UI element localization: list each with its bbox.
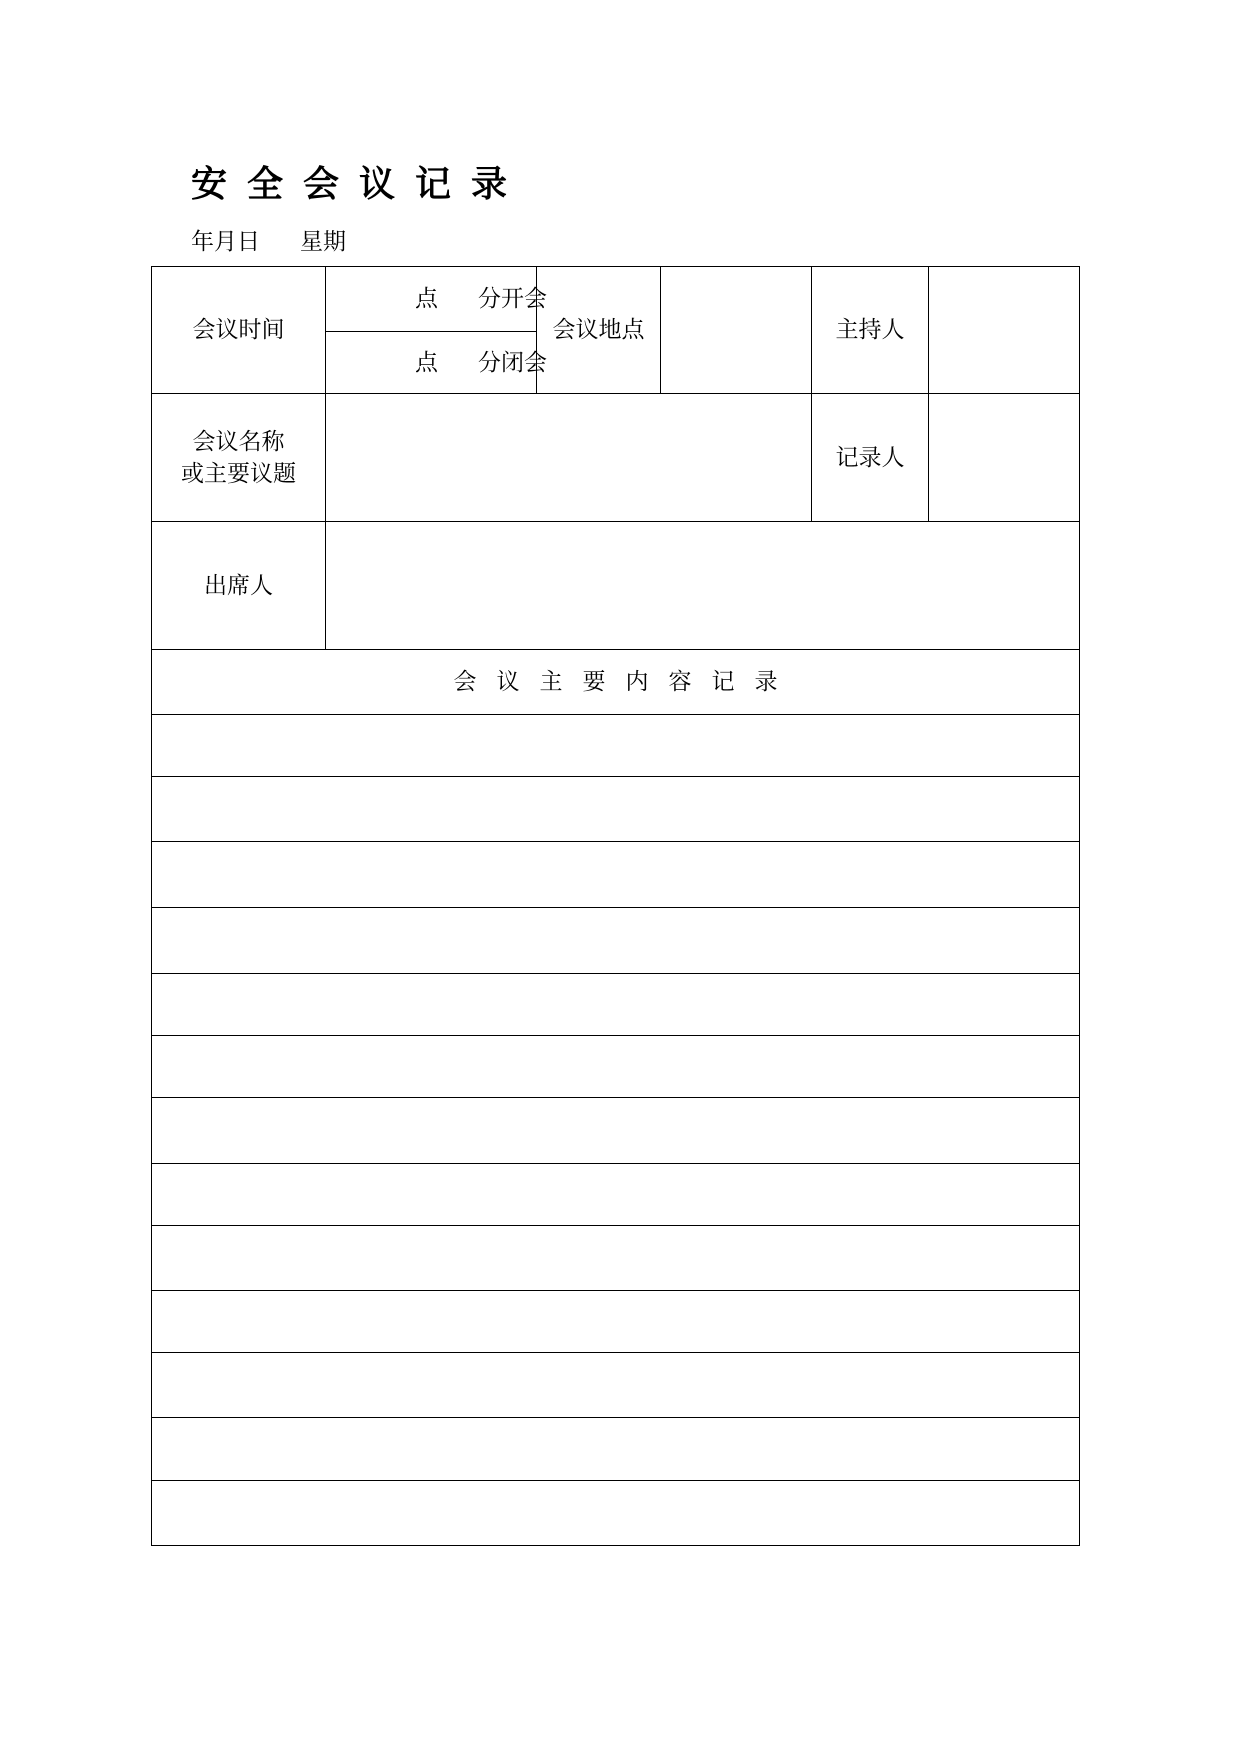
date-line xyxy=(191,226,346,258)
start-suffix-label: 分开会 xyxy=(478,286,547,312)
location-field[interactable] xyxy=(661,267,812,394)
location-label: 会议地点 xyxy=(537,267,661,394)
host-field[interactable] xyxy=(929,267,1080,394)
recorder-field[interactable] xyxy=(929,394,1080,522)
attendees-label: 出席人 xyxy=(152,522,326,650)
content-line[interactable] xyxy=(152,1036,1080,1098)
content-line[interactable] xyxy=(152,715,1080,777)
start-time-field[interactable] xyxy=(326,267,547,332)
topic-label xyxy=(152,394,326,522)
weekday-field[interactable]: 星期 xyxy=(300,229,346,255)
attendees-field[interactable] xyxy=(326,522,1080,650)
date-field[interactable]: 年月日 xyxy=(191,229,260,255)
content-line[interactable] xyxy=(152,1353,1080,1418)
topic-label-line2: 或主要议题 xyxy=(181,460,296,487)
end-suffix-label: 分闭会 xyxy=(478,349,547,376)
content-line[interactable] xyxy=(152,1418,1080,1481)
content-line[interactable] xyxy=(152,1226,1080,1291)
page-title: 安全会议记录 xyxy=(191,163,528,205)
start-hour-label: 点 xyxy=(415,286,438,312)
host-label: 主持人 xyxy=(812,267,929,394)
content-section-header: 会议主要内容记录 xyxy=(152,650,1080,715)
topic-label-line1: 会议名称 xyxy=(192,428,285,455)
content-line[interactable] xyxy=(152,1098,1080,1164)
content-line[interactable] xyxy=(152,1481,1080,1546)
end-time-field[interactable] xyxy=(326,332,547,394)
meeting-record-table xyxy=(151,266,1080,1546)
content-line[interactable] xyxy=(152,1164,1080,1226)
content-line[interactable] xyxy=(152,908,1080,974)
content-line[interactable] xyxy=(152,777,1080,842)
end-hour-label: 点 xyxy=(415,349,438,376)
content-line[interactable] xyxy=(152,842,1080,908)
recorder-label: 记录人 xyxy=(812,394,929,522)
topic-field[interactable] xyxy=(326,394,812,522)
content-line[interactable] xyxy=(152,974,1080,1036)
content-line[interactable] xyxy=(152,1291,1080,1353)
meeting-time-label: 会议时间 xyxy=(152,267,326,394)
